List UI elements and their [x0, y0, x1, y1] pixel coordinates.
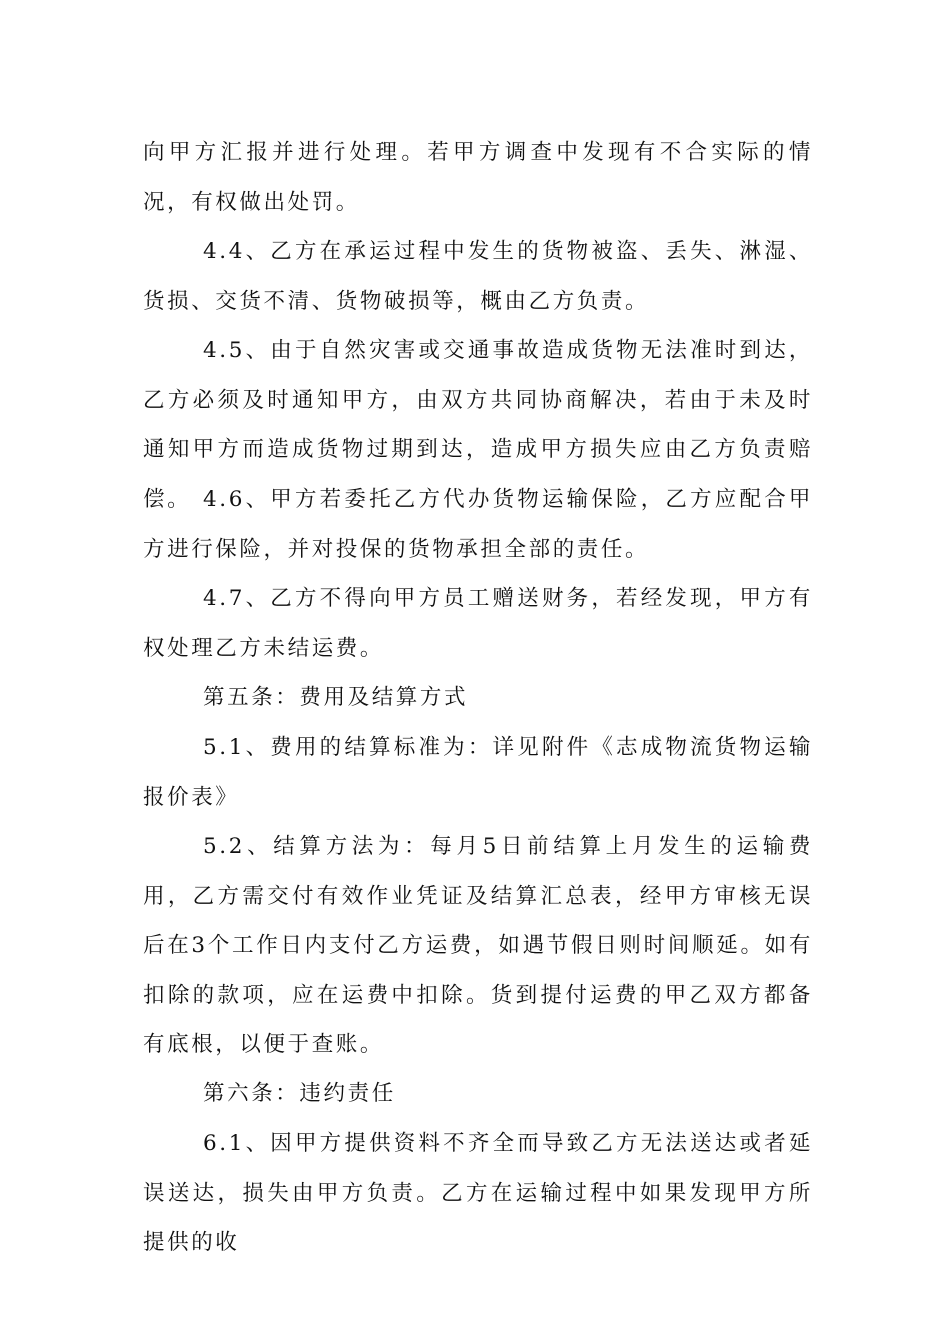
- clause-4-7: 4.7、乙方不得向甲方员工赠送财务，若经发现，甲方有权处理乙方未结运费。: [143, 586, 813, 661]
- section-heading-6: 第六条：违约责任: [203, 1081, 396, 1106]
- clause-4-4: 4.4、乙方在承运过程中发生的货物被盗、丢失、淋湿、货损、交货不清、货物破损等，概由乙方负责。: [143, 239, 813, 314]
- clause-5-2: 5.2、结算方法为：每月5日前结算上月发生的运输费用，乙方需交付有效作业凭证及结算汇总表，经甲方审核无误后在3个工作日内支付乙方运费，如遇节假日则时间顺延。如有扣除的款项，应在运费中扣除。货到提付运费的甲乙双方都备有底根，以便于查账。: [143, 834, 813, 1057]
- clause-6-1: 6.1、因甲方提供资料不齐全而导致乙方无法送达或者延误送达，损失由甲方负责。乙方在运输过程中如果发现甲方所提供的收: [143, 1131, 813, 1255]
- clause-4-5: 4.5、由于自然灾害或交通事故造成货物无法准时到达，乙方必须及时通知甲方，由双方共同协商解决，若由于未及时通知甲方而造成货物过期到达，造成甲方损失应由乙方负责赔偿。: [143, 338, 813, 512]
- clause-5-1: 5.1、费用的结算标准为：详见附件《志成物流货物运输报价表》: [143, 735, 813, 810]
- paragraph-continuation: 向甲方汇报并进行处理。若甲方调查中发现有不合实际的情况，有权做出处罚。: [143, 140, 813, 215]
- section-heading-5: 第五条：费用及结算方式: [203, 685, 469, 710]
- clause-4-6: 4.6、甲方若委托乙方代办货物运输保险，乙方应配合甲方进行保险，并对投保的货物承担全部的责任。: [143, 487, 813, 562]
